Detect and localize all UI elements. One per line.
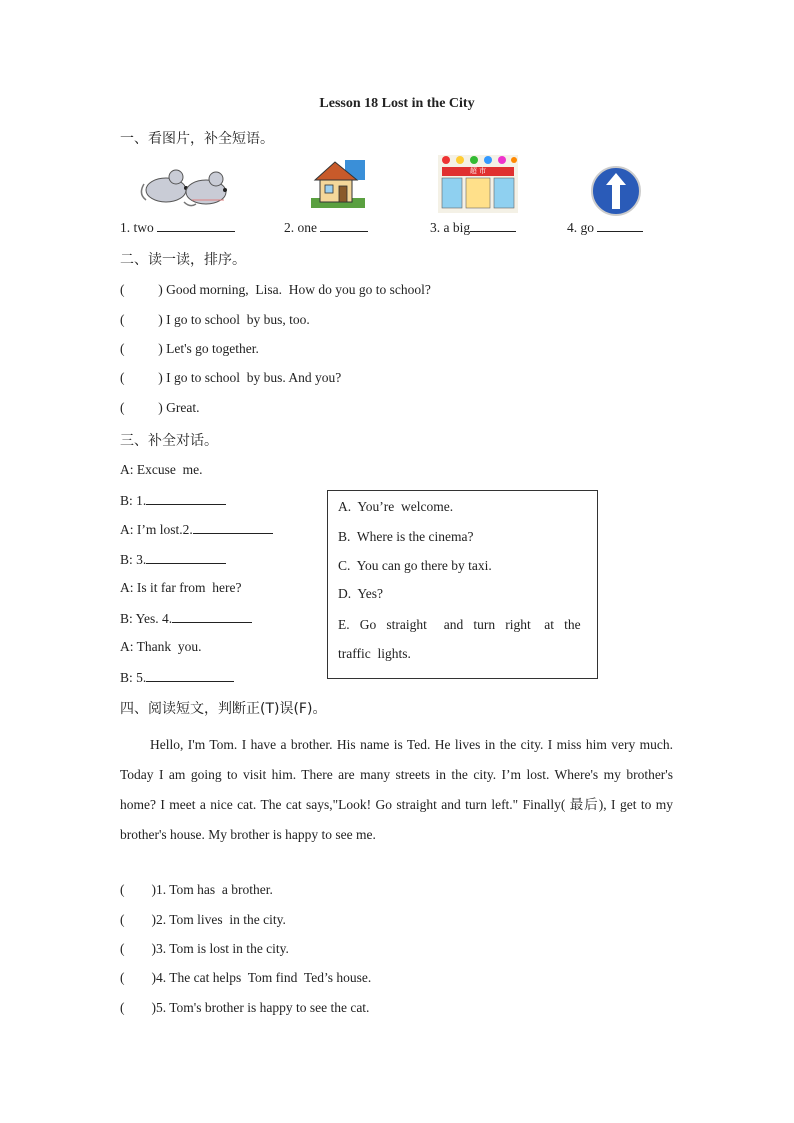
dialogue-blank-2[interactable] [193, 521, 273, 534]
option-a: A. You’re welcome. [338, 499, 454, 514]
house-image [311, 158, 365, 208]
options-box [327, 490, 598, 679]
dialogue-line-text: B: 5. [120, 670, 147, 685]
reading-passage [120, 730, 673, 850]
judgement-item: ( )3. Tom is lost in the city. [120, 941, 289, 956]
section-1-heading: 一、看图片，补全短语。 [120, 131, 274, 147]
phrase-4 [567, 219, 643, 236]
dialogue-blank-1[interactable] [146, 492, 226, 505]
mice-image [138, 164, 234, 212]
option-c: C. You can go there by taxi. [338, 558, 492, 573]
dialogue-blank-5[interactable] [146, 669, 234, 682]
dialogue-line-text: B: 1. [120, 493, 147, 508]
option-b: B. Where is the cinema? [338, 529, 474, 544]
section-2-heading: 二、读一读，排序。 [120, 252, 246, 268]
ordering-item: ( ) I go to school by bus. And you? [120, 370, 342, 385]
phrase-3 [430, 219, 516, 236]
dialogue-line: A: Is it far from here? [120, 580, 242, 595]
phrase-3-text: 3. a big [430, 220, 471, 235]
dialogue-blank-3[interactable] [146, 551, 226, 564]
phrase-4-blank[interactable] [597, 219, 643, 232]
dialogue-line [120, 492, 226, 509]
page-title: Lesson 18 Lost in the City [319, 96, 475, 111]
dialogue-blank-4[interactable] [172, 610, 252, 623]
dialogue-line: A: Thank you. [120, 639, 202, 654]
dialogue-line [120, 521, 273, 538]
dialogue-line-text: B: 3. [120, 552, 147, 567]
ordering-item: ( ) Good morning, Lisa. How do you go to school? [120, 282, 431, 297]
section-4-heading: 四、阅读短文，判断正(T)误(F)。 [120, 701, 327, 717]
dialogue-line [120, 551, 226, 568]
section-3-heading: 三、补全对话。 [120, 433, 218, 449]
dialogue-line-text: B: Yes. 4. [120, 611, 173, 626]
dialogue-line-text: A: I’m lost.2. [120, 522, 193, 537]
phrase-1 [120, 219, 235, 236]
dialogue-line [120, 669, 234, 686]
option-e: E. Go straight and turn right at the [338, 617, 581, 632]
option-d: D. Yes? [338, 586, 384, 601]
supermarket-image [438, 155, 518, 213]
judgement-item: ( )1. Tom has a brother. [120, 882, 273, 897]
phrase-2-text: 2. one [284, 220, 317, 235]
dialogue-line: A: Excuse me. [120, 462, 203, 477]
phrase-1-text: 1. two [120, 220, 154, 235]
phrase-1-blank[interactable] [157, 219, 235, 232]
ordering-item: ( ) Let's go together. [120, 341, 259, 356]
ordering-item: ( ) Great. [120, 400, 200, 415]
dialogue-line [120, 610, 252, 627]
option-e-continued: traffic lights. [338, 646, 411, 661]
judgement-item: ( )4. The cat helps Tom find Ted’s house. [120, 970, 372, 985]
ordering-item: ( ) I go to school by bus, too. [120, 312, 310, 327]
straight-arrow-sign [590, 165, 642, 217]
phrase-2 [284, 219, 368, 236]
judgement-item: ( )2. Tom lives in the city. [120, 912, 286, 927]
phrase-2-blank[interactable] [320, 219, 368, 232]
phrase-3-blank[interactable] [470, 219, 516, 232]
phrase-4-text: 4. go [567, 220, 594, 235]
supermarket-sign: 超 市 [469, 167, 487, 175]
judgement-item: ( )5. Tom's brother is happy to see the cat. [120, 1000, 370, 1015]
reading-passage-text: Hello, I'm Tom. I have a brother. His name is Ted. He lives in the city. I miss him very much. Today I am going to visit him. There are many streets in the city. I’m lost. Where's my brother's home? I meet a nice cat. The cat says,"Look! Go straight and turn left." Finally( 最后), I get to my brother's house. My brother is happy to see me. [120, 737, 673, 842]
